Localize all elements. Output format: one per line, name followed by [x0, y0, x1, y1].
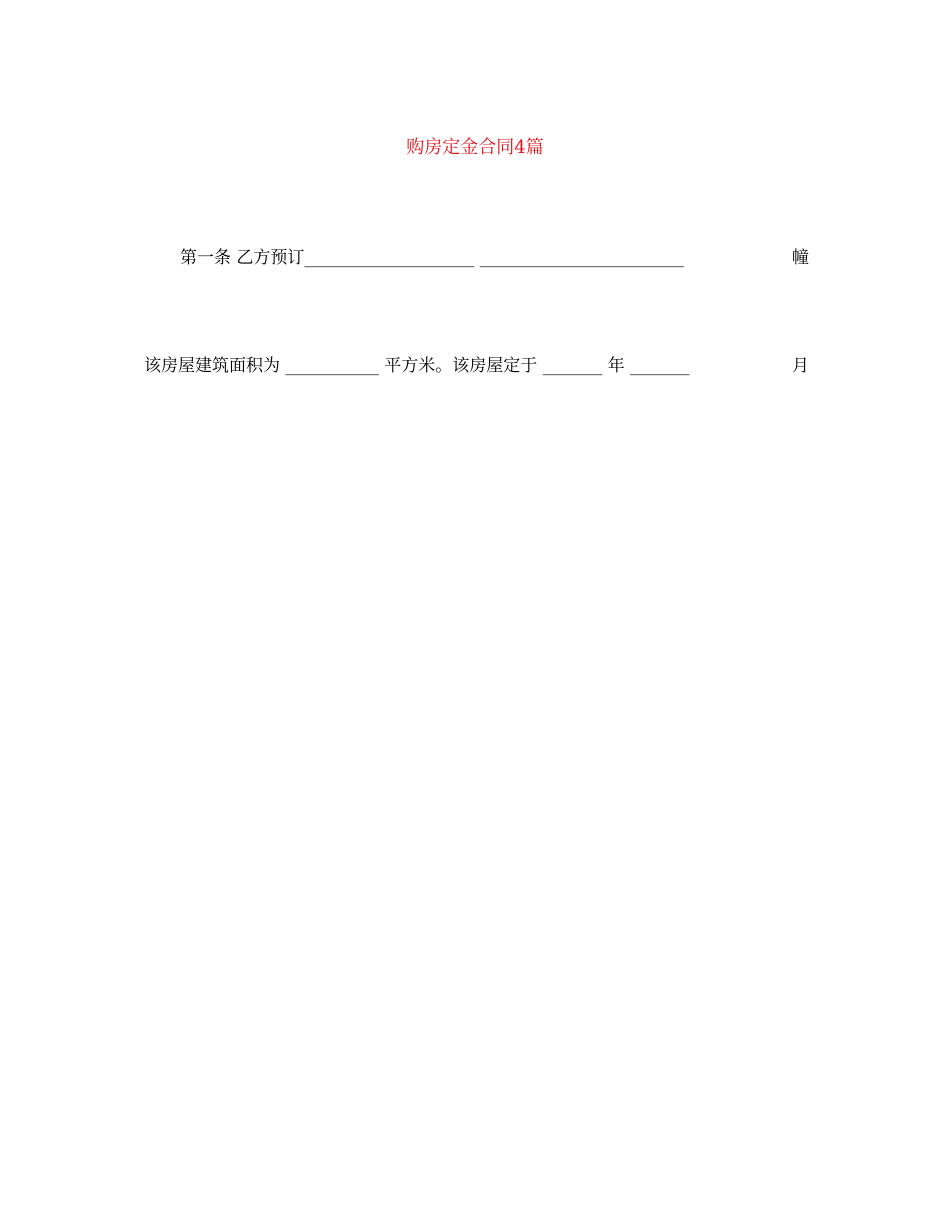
body-line [144, 708, 809, 744]
line-text-end: 幢 [792, 248, 809, 268]
body-line [144, 1032, 809, 1068]
body-line [144, 456, 809, 492]
body-line [144, 672, 809, 708]
body-line [144, 600, 809, 636]
line-text-end: 月 [792, 356, 809, 376]
body-line [144, 852, 809, 888]
document-title: 购房定金合同4篇 [406, 137, 544, 158]
body-line [144, 888, 809, 924]
body-line [144, 744, 809, 780]
body-line [144, 564, 809, 600]
body-line [144, 312, 809, 348]
body-line [144, 924, 809, 960]
body-line [144, 816, 809, 852]
body-line [144, 420, 809, 456]
line-text: 该房屋建筑面积为 ___________ 平方米。该房屋定于 _______ 年 _______ [144, 356, 690, 376]
body-line [144, 528, 809, 564]
body-line [144, 204, 809, 240]
line-text: 第一条 乙方预订____________________ ________________________ [180, 248, 684, 268]
body-line [144, 996, 809, 1032]
body-line [144, 384, 809, 420]
body-line [144, 276, 809, 312]
body-line [144, 636, 809, 672]
body-line [144, 780, 809, 816]
body-line [144, 492, 809, 528]
body-line [144, 348, 809, 384]
body-line [144, 240, 809, 276]
body-line [144, 960, 809, 996]
document-body [144, 204, 809, 1068]
